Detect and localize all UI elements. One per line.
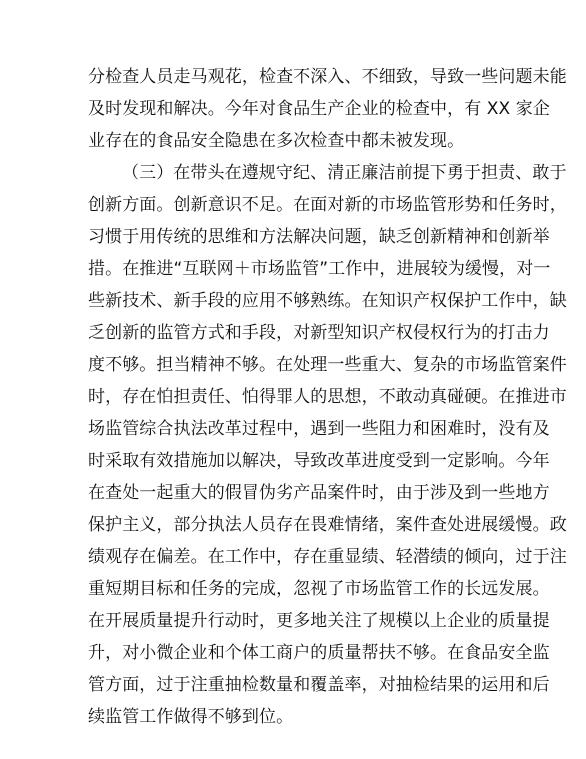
paragraph-line: 些新技术、新手段的应用不够熟练。在知识产权保护工作中，缺 xyxy=(88,291,567,311)
paragraph-line: 保护主义，部分执法人员存在畏难情绪，案件查处进展缓慢。政 xyxy=(88,515,567,535)
paragraph-line: 措。在推进“互联网＋市场监管”工作中，进展较为缓慢，对一 xyxy=(88,259,551,279)
paragraph-line: 时，存在怕担责任、怕得罪人的思想，不敢动真碰硬。在推进市 xyxy=(88,387,567,407)
paragraph-line: 乏创新的监管方式和手段，对新型知识产权侵权行为的打击力 xyxy=(88,323,550,343)
paragraph-line: 时采取有效措施加以解决，导致改革进度受到一定影响。今年 xyxy=(88,451,550,471)
paragraph-line: 管方面，过于注重抽检数量和覆盖率，对抽检结果的运用和后 xyxy=(88,675,550,695)
paragraph-line: 业存在的食品安全隐患在多次检查中都未被发现。 xyxy=(88,131,465,151)
paragraph-line: 场监管综合执法改革过程中，遇到一些阻力和困难时，没有及 xyxy=(88,419,550,439)
paragraph-line: 习惯于用传统的思维和方法解决问题，缺乏创新精神和创新举 xyxy=(88,227,550,247)
paragraph-line: 续监管工作做得不够到位。 xyxy=(88,707,294,727)
paragraph-line: 及时发现和解决。今年对食品生产企业的检查中，有 XX 家企 xyxy=(88,99,550,119)
paragraph-line: 在开展质量提升行动时，更多地关注了规模以上企业的质量提 xyxy=(88,611,550,631)
paragraph-line: 创新方面。创新意识不足。在面对新的市场监管形势和任务时， xyxy=(88,195,567,215)
paragraph-line: 升，对小微企业和个体工商户的质量帮扶不够。在食品安全监 xyxy=(88,643,550,663)
paragraph-line: 重短期目标和任务的完成，忽视了市场监管工作的长远发展。 xyxy=(88,579,550,599)
paragraph-line: （三）在带头在遵规守纪、清正廉洁前提下勇于担责、敢于 xyxy=(122,163,567,183)
paragraph-line: 分检查人员走马观花，检查不深入、不细致，导致一些问题未能 xyxy=(88,67,567,87)
paragraph-line: 度不够。担当精神不够。在处理一些重大、复杂的市场监管案件 xyxy=(88,355,567,375)
paragraph-line: 绩观存在偏差。在工作中，存在重显绩、轻潜绩的倾向，过于注 xyxy=(88,547,567,567)
paragraph-line: 在查处一起重大的假冒伪劣产品案件时，由于涉及到一些地方 xyxy=(88,483,550,503)
